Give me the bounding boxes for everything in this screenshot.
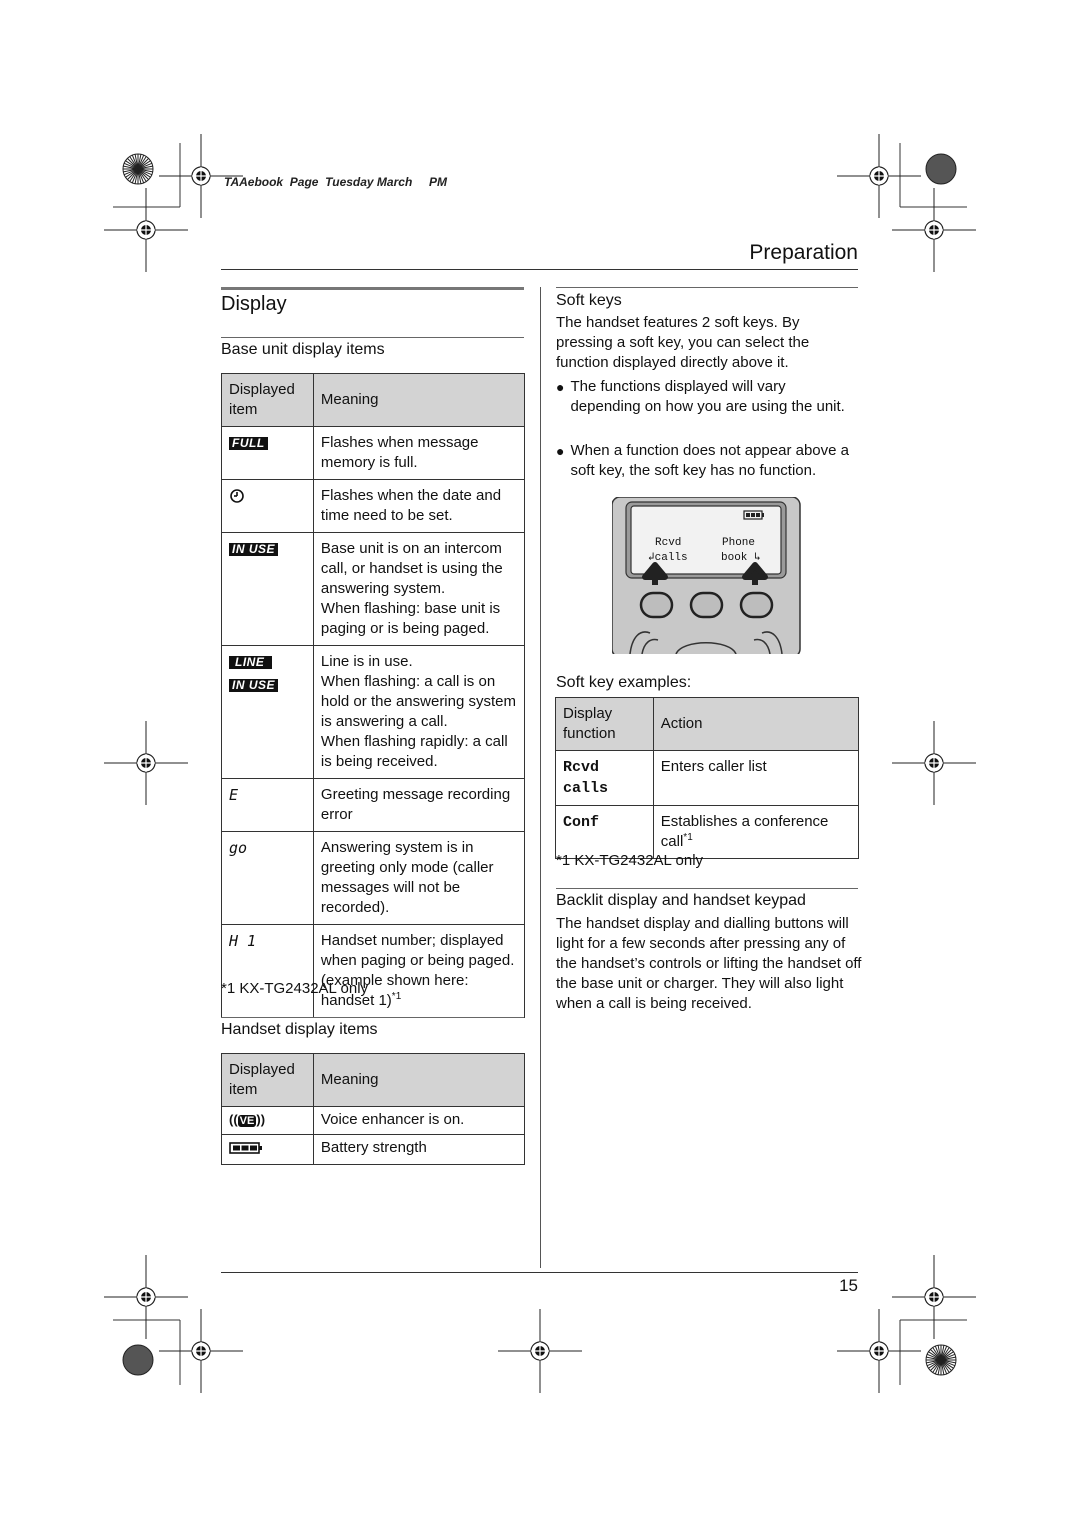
- column-divider: [540, 287, 541, 1268]
- row-meaning: Voice enhancer is on.: [313, 1107, 524, 1135]
- table-row: [222, 427, 525, 480]
- lcd-left-label-bottom: ↲calls: [648, 552, 688, 564]
- table-row: [222, 1107, 525, 1135]
- backlit-text: The handset display and dialling buttons will light for a few seconds after pressing any of the handset’s controls or lifting the handset off the base unit or charger. They will also light when a call is being received.: [556, 915, 862, 1012]
- soft-keys-rule: [556, 287, 858, 288]
- row-meaning: Greeting message recording error: [313, 779, 524, 832]
- col-header-function: Display function: [556, 698, 654, 751]
- list-item: ● The functions displayed will vary depending on how you are using the unit.: [556, 378, 845, 415]
- print-header: TAAebook Page Tuesday March PM: [224, 175, 447, 189]
- backlit-rule: [556, 888, 858, 889]
- list-item: ● When a function does not appear above a soft key, the soft key has no function.: [556, 442, 850, 479]
- row-meaning-flashing-rapidly: When flashing rapidly: a call is being received.: [320, 733, 508, 770]
- row-action: Establishes a conference call: [660, 813, 829, 850]
- bullet-icon: ●: [556, 379, 565, 395]
- greeting-only-icon: go: [229, 839, 248, 857]
- in-use-icon: IN USE: [229, 543, 278, 556]
- row-meaning: Line is in use.: [320, 653, 413, 670]
- table-row: [556, 751, 859, 806]
- line-icon: LINE: [229, 656, 272, 669]
- clock-icon: [229, 488, 245, 504]
- table-header-row: [222, 374, 525, 427]
- col-header-item: Displayed item: [222, 1054, 314, 1107]
- voice-enhancer-icon: (( VE )): [229, 1112, 266, 1127]
- footnote-marker: *1: [683, 832, 693, 843]
- base-unit-rule: [221, 337, 524, 338]
- examples-footnote: *1 KX-TG2432AL only: [556, 852, 704, 869]
- section-title: Display: [221, 293, 287, 315]
- soft-key-label: Conf: [563, 814, 600, 831]
- soft-keys-heading: Soft keys: [556, 292, 622, 309]
- header-rule: [221, 269, 858, 270]
- row-meaning-flashing: When flashing: base unit is paging or is being paged.: [320, 600, 501, 637]
- base-unit-heading: Base unit display items: [221, 341, 385, 358]
- base-unit-footnote: *1 KX-TG2432AL only: [221, 980, 369, 997]
- row-meaning: Battery strength: [313, 1135, 524, 1165]
- table-row: [222, 925, 525, 1018]
- handset-number-icon: H 1: [229, 932, 257, 950]
- handset-soft-key-illustration: [612, 497, 802, 654]
- backlit-heading: Backlit display and handset keypad: [556, 892, 806, 909]
- table-row: [222, 480, 525, 533]
- table-row: [222, 533, 525, 646]
- row-action: Enters caller list: [653, 751, 858, 806]
- handset-rule: [221, 1017, 524, 1018]
- chapter-title: Preparation: [749, 241, 858, 264]
- handset-heading: Handset display items: [221, 1021, 378, 1038]
- table-header-row: [556, 698, 859, 751]
- handset-table: [221, 1053, 525, 1165]
- soft-key-label: Rcvd calls: [563, 759, 609, 797]
- row-meaning: Flashes when the date and time need to be set.: [313, 480, 524, 533]
- bullet-icon: ●: [556, 443, 565, 459]
- row-meaning: Answering system is in greeting only mode (caller messages will not be recorded).: [313, 832, 524, 925]
- footer-rule: [221, 1272, 858, 1273]
- base-unit-table: [221, 373, 525, 1018]
- table-row: [222, 779, 525, 832]
- col-header-item: Displayed item: [222, 374, 314, 427]
- row-meaning-flashing: When flashing: a call is on hold or the answering system is answering a call.: [320, 673, 517, 730]
- battery-icon: [229, 1141, 263, 1155]
- table-row: [222, 646, 525, 779]
- col-header-action: Action: [653, 698, 858, 751]
- section-rule: [221, 287, 524, 290]
- full-icon: FULL: [229, 437, 268, 450]
- row-meaning: Flashes when message memory is full.: [313, 427, 524, 480]
- handset-drawing: [612, 497, 802, 654]
- col-header-meaning: Meaning: [313, 374, 524, 427]
- table-header-row: [222, 1054, 525, 1107]
- soft-key-examples-heading: Soft key examples:: [556, 674, 692, 691]
- footnote-marker: *1: [391, 991, 402, 1002]
- lcd-right-label-bottom: book ↳: [721, 552, 761, 564]
- error-e-icon: E: [229, 786, 239, 804]
- page-number: 15: [839, 1276, 858, 1295]
- row-meaning: Handset number; displayed when paging or being paged. (example shown here: handset 1): [320, 932, 515, 1009]
- lcd-left-label-top: Rcvd: [655, 537, 682, 549]
- row-meaning: Base unit is on an intercom call, or handset is using the answering system.: [320, 540, 503, 597]
- col-header-meaning: Meaning: [313, 1054, 524, 1107]
- soft-keys-intro: The handset features 2 soft keys. By pressing a soft key, you can select the function displayed directly above it.: [556, 314, 810, 371]
- lcd-right-label-top: Phone: [722, 537, 756, 549]
- in-use-icon: IN USE: [229, 679, 278, 692]
- table-row: [222, 832, 525, 925]
- table-row: [222, 1135, 525, 1165]
- soft-key-examples-table: [555, 697, 859, 859]
